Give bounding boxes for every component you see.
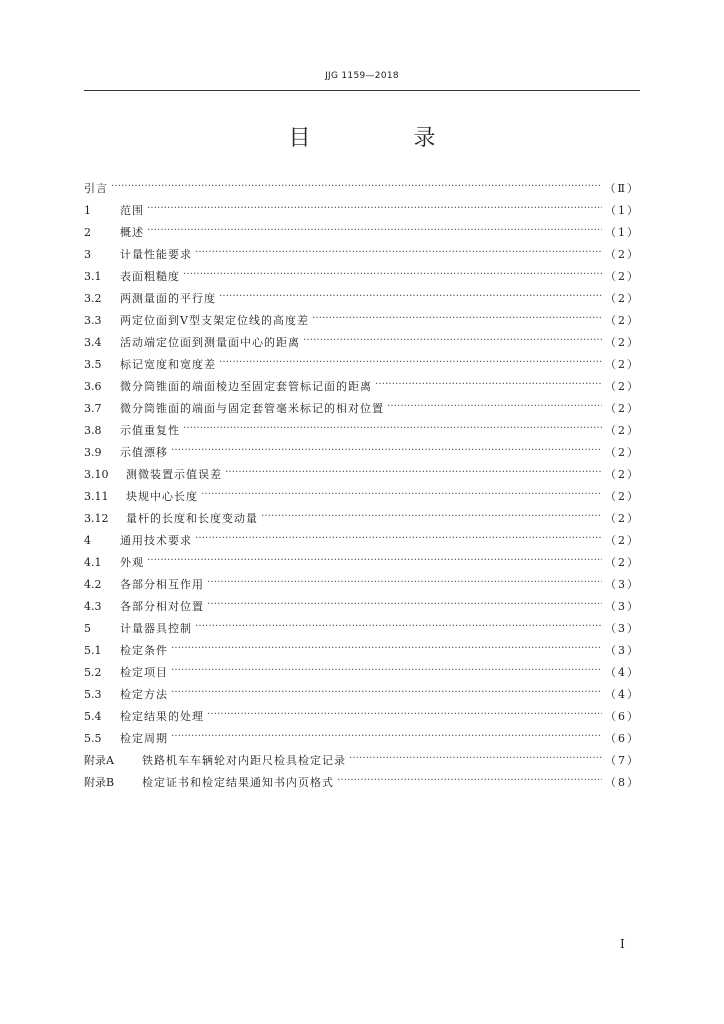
dot-leader <box>195 244 602 258</box>
toc-entry-number: 附录B <box>84 776 115 789</box>
toc-entry-page: （2） <box>605 512 640 525</box>
toc-entry[interactable] <box>84 266 640 288</box>
dot-leader <box>261 508 602 522</box>
toc-entry-page: （3） <box>605 622 640 635</box>
toc-entry-page: （2） <box>605 292 640 305</box>
dot-leader <box>303 332 602 346</box>
toc-entry-number: 5.4 <box>84 710 102 723</box>
toc-entry-page: （3） <box>605 578 640 591</box>
toc-entry-number: 4.3 <box>84 600 102 613</box>
toc-entry[interactable] <box>84 420 640 442</box>
toc-entry-number: 3.4 <box>84 336 102 349</box>
toc-entry[interactable] <box>84 662 640 684</box>
toc-entry[interactable] <box>84 288 640 310</box>
dot-leader <box>147 552 602 566</box>
toc-entry-number: 附录A <box>84 754 114 767</box>
toc-entry-number: 3.7 <box>84 402 102 415</box>
dot-leader <box>195 530 602 544</box>
toc-entry-page: （4） <box>605 688 640 701</box>
toc-entry-page: （1） <box>605 226 640 239</box>
toc-entry-number: 3 <box>84 248 91 261</box>
header-rule <box>84 90 640 91</box>
toc-entry-number: 5.3 <box>84 688 102 701</box>
dot-leader <box>225 464 602 478</box>
toc-entry-title: 计量器具控制 <box>120 622 192 635</box>
toc-entry[interactable] <box>84 750 640 772</box>
dot-leader <box>147 222 602 236</box>
toc-entry[interactable] <box>84 442 640 464</box>
table-of-contents <box>84 178 640 794</box>
toc-entry-page: （2） <box>605 358 640 371</box>
toc-entry-number: 1 <box>84 204 91 217</box>
dot-leader <box>171 662 602 676</box>
toc-entry[interactable] <box>84 552 640 574</box>
toc-entry-page: （3） <box>605 644 640 657</box>
toc-entry-page: （6） <box>605 732 640 745</box>
toc-entry-title: 各部分相互作用 <box>120 578 204 591</box>
page-number: Ⅰ <box>620 937 625 951</box>
dot-leader <box>219 354 602 368</box>
toc-entry[interactable] <box>84 530 640 552</box>
toc-entry-number: 3.9 <box>84 446 102 459</box>
running-header: JJG 1159—2018 <box>325 71 399 81</box>
toc-entry-number: 3.3 <box>84 314 102 327</box>
toc-entry-title: 微分筒锥面的端面棱边至固定套管标记面的距离 <box>120 380 372 393</box>
toc-entry-page: （1） <box>605 204 640 217</box>
toc-entry-number: 4.2 <box>84 578 102 591</box>
toc-entry[interactable] <box>84 244 640 266</box>
dot-leader <box>201 486 602 500</box>
dot-leader <box>207 574 602 588</box>
toc-entry[interactable] <box>84 376 640 398</box>
toc-entry-title: 检定周期 <box>120 732 168 745</box>
page-title: 目 录 <box>288 126 484 151</box>
toc-entry[interactable] <box>84 332 640 354</box>
toc-entry-page: （2） <box>605 270 640 283</box>
toc-entry[interactable] <box>84 684 640 706</box>
toc-entry-page: （2） <box>605 314 640 327</box>
dot-leader <box>171 442 602 456</box>
toc-entry-number: 3.1 <box>84 270 102 283</box>
dot-leader <box>387 398 602 412</box>
toc-entry-title: 铁路机车车辆轮对内距尺检具检定记录 <box>142 754 346 767</box>
toc-entry-number: 2 <box>84 226 91 239</box>
toc-entry-title: 标记宽度和宽度差 <box>120 358 216 371</box>
toc-entry-title: 各部分相对位置 <box>120 600 204 613</box>
toc-entry-page: （2） <box>605 424 640 437</box>
toc-entry-title: 范围 <box>120 204 144 217</box>
toc-entry-title: 两测量面的平行度 <box>120 292 216 305</box>
toc-entry[interactable] <box>84 398 640 420</box>
toc-entry-page: （2） <box>605 534 640 547</box>
toc-entry-title: 示值漂移 <box>120 446 168 459</box>
dot-leader <box>207 596 602 610</box>
dot-leader <box>183 420 602 434</box>
toc-entry-number: 3.10 <box>84 468 109 481</box>
toc-entry-title: 微分筒锥面的端面与固定套管毫米标记的相对位置 <box>120 402 384 415</box>
toc-entry-number: 3.8 <box>84 424 102 437</box>
toc-entry-page: （3） <box>605 600 640 613</box>
toc-entry-title: 检定结果的处理 <box>120 710 204 723</box>
toc-entry[interactable] <box>84 310 640 332</box>
toc-entry[interactable] <box>84 200 640 222</box>
toc-entry-page: （6） <box>605 710 640 723</box>
toc-entry[interactable] <box>84 222 640 244</box>
toc-entry[interactable] <box>84 178 640 200</box>
toc-entry-page: （7） <box>605 754 640 767</box>
toc-entry-page: （2） <box>605 490 640 503</box>
dot-leader <box>111 178 602 192</box>
toc-entry-page: （4） <box>605 666 640 679</box>
dot-leader <box>312 310 602 324</box>
toc-entry-number: 5 <box>84 622 91 635</box>
toc-entry-title: 引言 <box>84 182 108 195</box>
toc-entry-title: 量杆的长度和长度变动量 <box>126 512 258 525</box>
toc-entry-number: 5.1 <box>84 644 102 657</box>
toc-entry-number: 5.2 <box>84 666 102 679</box>
toc-entry-title: 检定项目 <box>120 666 168 679</box>
toc-entry-title: 测微装置示值误差 <box>126 468 222 481</box>
dot-leader <box>337 772 602 786</box>
toc-entry-title: 活动端定位面到测量面中心的距离 <box>120 336 300 349</box>
toc-entry-page: （2） <box>605 468 640 481</box>
toc-entry-title: 检定方法 <box>120 688 168 701</box>
toc-entry-title: 检定条件 <box>120 644 168 657</box>
toc-entry-number: 4.1 <box>84 556 102 569</box>
toc-entry-page: （Ⅱ） <box>604 182 640 195</box>
toc-entry-page: （2） <box>605 336 640 349</box>
toc-entry[interactable] <box>84 464 640 486</box>
dot-leader <box>171 728 602 742</box>
toc-entry-title: 检定证书和检定结果通知书内页格式 <box>142 776 334 789</box>
toc-entry-number: 3.12 <box>84 512 109 525</box>
toc-entry[interactable] <box>84 354 640 376</box>
dot-leader <box>171 684 602 698</box>
toc-entry-number: 5.5 <box>84 732 102 745</box>
toc-entry-number: 3.11 <box>84 490 109 503</box>
dot-leader <box>183 266 602 280</box>
toc-entry-title: 外观 <box>120 556 144 569</box>
toc-entry[interactable] <box>84 618 640 640</box>
dot-leader <box>171 640 602 654</box>
dot-leader <box>349 750 602 764</box>
toc-entry-number: 4 <box>84 534 91 547</box>
toc-entry[interactable] <box>84 640 640 662</box>
dot-leader <box>195 618 602 632</box>
toc-entry[interactable] <box>84 486 640 508</box>
toc-entry-title: 计量性能要求 <box>120 248 192 261</box>
toc-entry-page: （8） <box>605 776 640 789</box>
toc-entry[interactable] <box>84 772 640 794</box>
dot-leader <box>207 706 602 720</box>
toc-entry[interactable] <box>84 596 640 618</box>
toc-entry-title: 两定位面到V型支架定位线的高度差 <box>120 314 309 327</box>
toc-entry[interactable] <box>84 728 640 750</box>
toc-entry-title: 示值重复性 <box>120 424 180 437</box>
toc-entry-number: 3.6 <box>84 380 102 393</box>
dot-leader <box>219 288 602 302</box>
toc-entry[interactable] <box>84 508 640 530</box>
toc-entry-title: 表面粗糙度 <box>120 270 180 283</box>
toc-entry-title: 通用技术要求 <box>120 534 192 547</box>
toc-entry-title: 概述 <box>120 226 144 239</box>
toc-entry-page: （2） <box>605 380 640 393</box>
toc-entry-title: 块规中心长度 <box>126 490 198 503</box>
toc-entry-number: 3.2 <box>84 292 102 305</box>
toc-entry[interactable] <box>84 574 640 596</box>
toc-entry-page: （2） <box>605 248 640 261</box>
toc-entry-page: （2） <box>605 402 640 415</box>
toc-entry-page: （2） <box>605 446 640 459</box>
dot-leader <box>147 200 602 214</box>
dot-leader <box>375 376 602 390</box>
toc-entry[interactable] <box>84 706 640 728</box>
toc-entry-number: 3.5 <box>84 358 102 371</box>
toc-entry-page: （2） <box>605 556 640 569</box>
